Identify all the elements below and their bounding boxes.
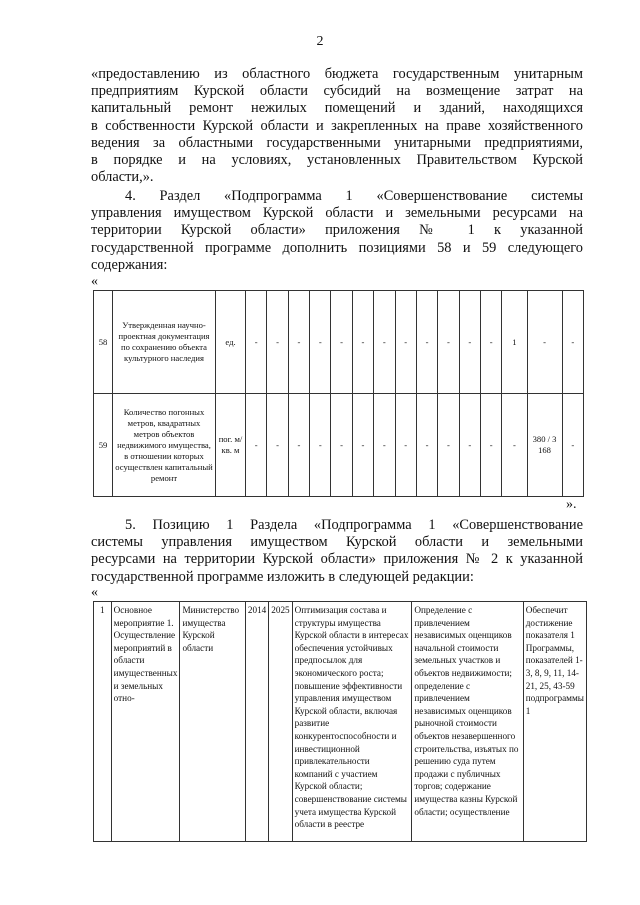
paragraph-2-line: управления имуществом Курской области и земельными ресурсами на	[91, 205, 583, 222]
paragraph-2-line: государственной программе дополнить позициями 58 и 59 следующего	[91, 239, 583, 256]
value-cell: -	[288, 394, 309, 497]
measure-number: 1	[94, 602, 112, 842]
value-cell: -	[267, 394, 288, 497]
start-year: 2014	[245, 602, 268, 842]
quote-close: ».	[566, 497, 577, 512]
paragraph-3-line: государственной программе изложить в следующей редакции:	[91, 568, 474, 585]
value-cell: -	[527, 291, 562, 394]
value-cell: -	[459, 291, 480, 394]
value-cell: -	[288, 291, 309, 394]
value-cell: -	[416, 291, 437, 394]
indicators-link: Обеспечит достижение показателя 1 Программы, показателей 1-3, 8, 9, 11, 14-21, 25, 43-59 подпрограммы 1	[523, 602, 586, 842]
measure-content: Определение с привлечением независимых оценщиков начальной стоимости земельных участков и объектов недвижимости; определение с привлечением независимых оценщиков рыночной стоимости объектов незавершенного строительства, изъятых по решению суда путем продажи с публичных торгов; содержание имущества казны Курской области; осуществление	[412, 602, 523, 842]
paragraph-2	[91, 188, 583, 274]
executor-cell: Министерство имущества Курской области	[180, 602, 245, 842]
value-cell: -	[438, 291, 459, 394]
table-row	[94, 602, 587, 842]
expected-results: Оптимизация состава и структуры имущества Курской области в интересах обеспечения устойчивых предпосылок для экономического роста; повышение эффективности управления имуществом Курской области, включая развитие конкурентоспособности и инвестиционной привлекательности компаний с участием Курской области; совершенствование системы учета имущества Курской области в реестре	[292, 602, 412, 842]
value-cell: -	[352, 394, 373, 497]
value-cell: 1	[502, 291, 527, 394]
paragraph-3	[91, 517, 583, 586]
table-row	[94, 394, 584, 497]
paragraph-3-line: 5. Позицию 1 Раздела «Подпрограмма 1 «Совершенствование	[125, 517, 583, 533]
value-cell: -	[395, 291, 416, 394]
paragraph-2-line: содержания:	[91, 256, 168, 273]
indicator-name: Утвержденная научно-проектная документация по сохранению объекта культурного наследия	[113, 291, 216, 394]
table-row	[94, 291, 584, 394]
quote-open: «	[91, 585, 98, 600]
row-number: 59	[94, 394, 113, 497]
value-cell: -	[438, 394, 459, 497]
value-cell: -	[310, 291, 331, 394]
paragraph-1-line: в собственности Курской области и закрепленных на праве хозяйственного	[91, 117, 583, 134]
value-cell: -	[267, 291, 288, 394]
indicators-table	[93, 290, 584, 497]
paragraph-1-line: предприятиям Курской области субсидий на возмещение затрат на	[91, 83, 583, 100]
value-cell: -	[310, 394, 331, 497]
value-cell: -	[246, 291, 267, 394]
value-cell: -	[459, 394, 480, 497]
end-year: 2025	[269, 602, 292, 842]
page-number: 2	[316, 34, 324, 49]
paragraph-2-line: 4. Раздел «Подпрограмма 1 «Совершенствование системы	[125, 188, 583, 204]
unit-cell: ед.	[216, 291, 246, 394]
paragraph-1-line: ведения за областными государственными унитарными предприятиями,	[91, 134, 583, 151]
measures-table	[93, 601, 587, 842]
value-cell: -	[246, 394, 267, 497]
value-cell: -	[331, 291, 352, 394]
value-cell: -	[480, 394, 501, 497]
paragraph-1-line: капитальный ремонт нежилых помещений и зданий, находящихся	[91, 100, 583, 117]
value-cell: -	[352, 291, 373, 394]
paragraph-1-line: «предоставлению из областного бюджета государственным унитарным	[91, 66, 583, 82]
paragraph-1-line: в порядке и на условиях, установленных Правительством Курской	[91, 152, 583, 169]
value-cell: -	[562, 394, 583, 497]
value-cell: -	[331, 394, 352, 497]
value-cell: -	[416, 394, 437, 497]
unit-cell: пог. м/кв. м	[216, 394, 246, 497]
value-cell: -	[395, 394, 416, 497]
measure-name: Основное мероприятие 1. Осуществление мероприятий в области имущественных и земельных отно-	[111, 602, 180, 842]
paragraph-1	[91, 66, 583, 186]
quote-open: «	[91, 274, 98, 289]
value-cell: 380 / 3 168	[527, 394, 562, 497]
paragraph-3-line: системы управления имуществом Курской области и земельными	[91, 534, 583, 551]
paragraph-3-line: ресурсами на территории Курской области» приложения № 2 к указанной	[91, 551, 583, 568]
paragraph-2-line: территории Курской области» приложения № 1 к указанной	[91, 222, 583, 239]
indicator-name: Количество погонных метров, квадратных метров объектов недвижимого имущества, в отношении которых осуществлен капитальный ремонт	[113, 394, 216, 497]
paragraph-1-line: области,».	[91, 169, 154, 186]
value-cell: -	[374, 394, 395, 497]
value-cell: -	[562, 291, 583, 394]
value-cell: -	[502, 394, 527, 497]
value-cell: -	[374, 291, 395, 394]
value-cell: -	[480, 291, 501, 394]
row-number: 58	[94, 291, 113, 394]
